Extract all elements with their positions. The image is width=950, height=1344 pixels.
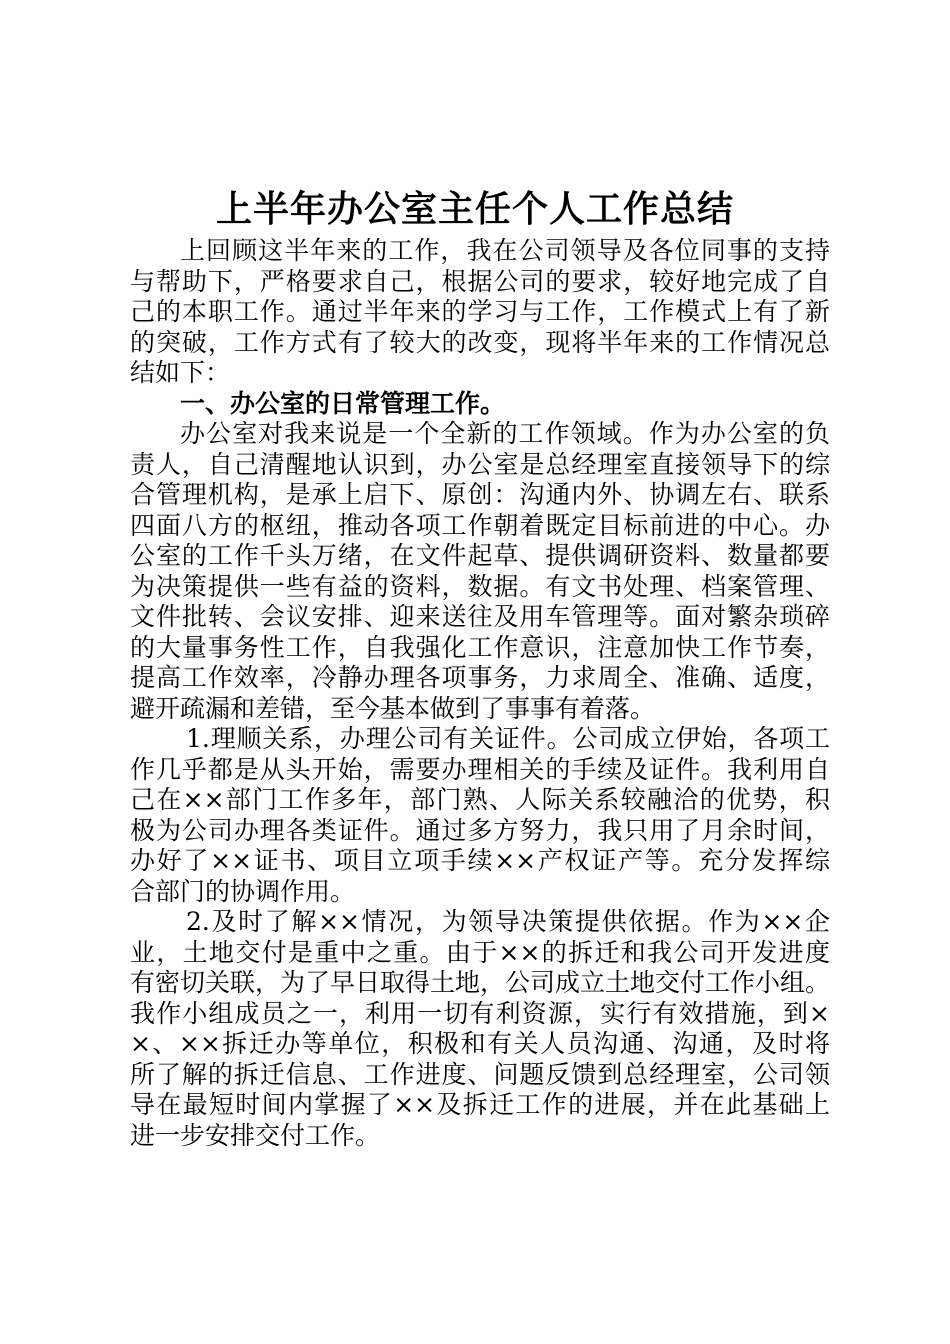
document-title: 上半年办公室主任个人工作总结 [215,188,734,230]
paragraph-line: 与帮助下，严格要求自己，根据公司的要求，较好地完成了自 [130,266,830,296]
paragraph-line: 的突破，工作方式有了较大的改变，现将半年来的工作情况总 [130,327,830,357]
paragraph-line: 公室的工作千头万绪，在文件起草、提供调研资料、数量都要 [130,541,830,570]
paragraph-line: 提高工作效率，冷静办理各项事务，力求周全、准确、适度， [130,663,830,692]
paragraph-line: 所了解的拆迁信息、工作进度、问题反馈到总经理室，公司领 [130,1059,830,1089]
paragraph-line: 四面八方的枢纽，推动各项工作朝着既定目标前进的中心。办 [130,510,830,540]
paragraph-line: 办公室对我来说是一个全新的工作领域。作为办公室的负 [180,419,830,448]
section-heading: 一、办公室的日常管理工作。 [180,388,506,418]
paragraph-line: 业，土地交付是重中之重。由于××的拆迁和我公司开发进度 [130,937,830,967]
paragraph-line: 导在最短时间内掌握了××及拆迁工作的进展，并在此基础上 [130,1090,830,1119]
paragraph-line: 为决策提供一些有益的资料，数据。有文书处理、档案管理、 [130,571,830,601]
paragraph-line: 作几乎都是从头开始，需要办理相关的手续及证件。我利用自 [130,754,830,784]
paragraph-line: 己的本职工作。通过半年来的学习与工作，工作模式上有了新 [130,297,830,326]
document-body [130,236,830,1151]
paragraph-line: 极为公司办理各类证件。通过多方努力，我只用了月余时间， [130,815,830,845]
paragraph-line: 2.及时了解××情况，为领导决策提供依据。作为××企 [186,907,830,936]
paragraph-line: 的大量事务性工作，自我强化工作意识，注意加快工作节奏， [130,632,830,662]
paragraph-line: 结如下： [130,358,231,387]
paragraph-line: 上回顾这半年来的工作，我在公司领导及各位同事的支持 [180,236,830,265]
paragraph-line: 避开疏漏和差错，至今基本做到了事事有着落。 [130,693,656,723]
paragraph-line: 文件批转、会议安排、迎来送往及用车管理等。面对繁杂琐碎 [130,602,830,631]
paragraph-line: 办好了××证书、项目立项手续××产权证产等。充分发挥综 [130,846,830,875]
paragraph-line: ×、××拆迁办等单位，积极和有关人员沟通、沟通，及时将 [130,1029,830,1058]
paragraph-line: 进一步安排交付工作。 [130,1120,381,1150]
paragraph-line: 合管理机构，是承上启下、原创：沟通内外、协调左右、联系 [130,480,830,509]
paragraph-line: 有密切关联，为了早日取得土地，公司成立土地交付工作小组。 [130,968,830,997]
paragraph-line: 合部门的协调作用。 [130,876,356,906]
paragraph-line: 1.理顺关系，办理公司有关证件。公司成立伊始，各项工 [186,724,830,753]
paragraph-line: 责人，自己清醒地认识到，办公室是总经理室直接领导下的综 [130,449,830,479]
paragraph-line: 己在××部门工作多年，部门熟、人际关系较融洽的优势，积 [130,785,830,814]
paragraph-line: 我作小组成员之一，利用一切有利资源，实行有效措施，到× [130,998,830,1028]
